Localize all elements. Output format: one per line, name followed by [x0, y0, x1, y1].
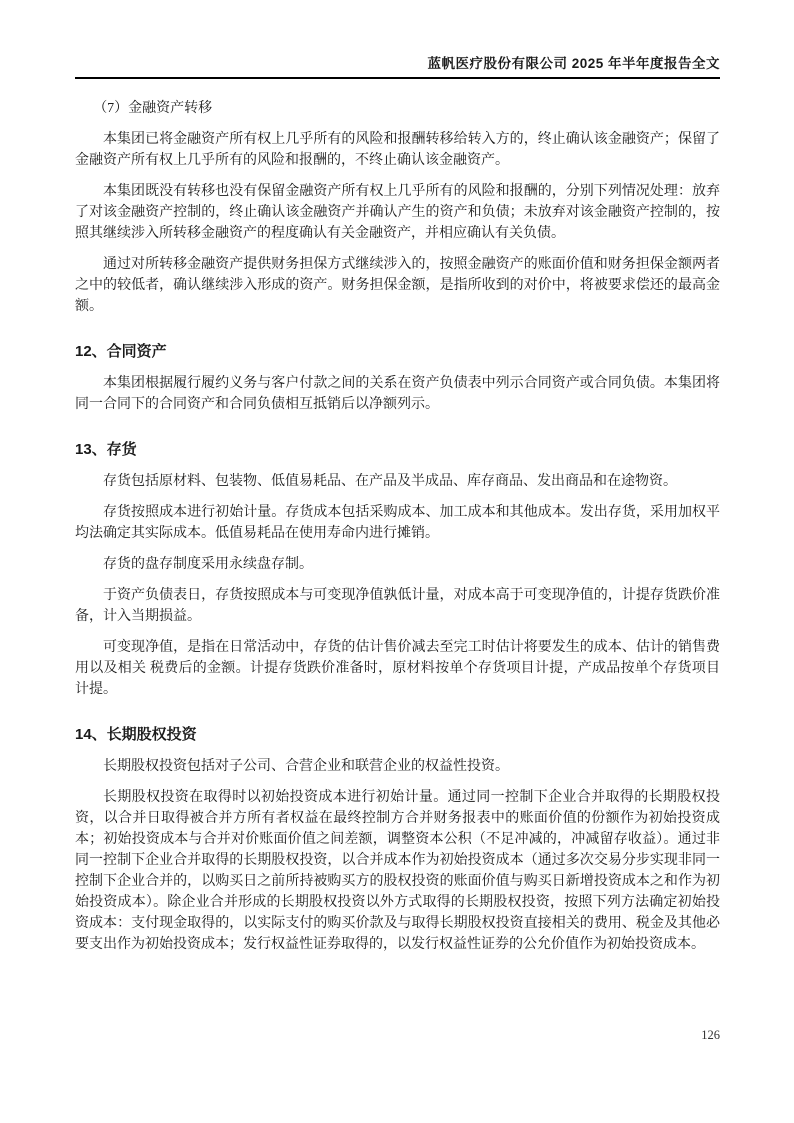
section-heading: 13、存货	[75, 441, 137, 458]
paragraph: 本集团既没有转移也没有保留金融资产所有权上几乎所有的风险和报酬的，分别下列情况处理：放弃了对该金融资产控制的，终止确认该金融资产并确认产生的资产和负债；未放弃对该金融资产控制的，按照其继续涉入所转移金融资产的程度确认有关金融资产，并相应确认有关负债。	[75, 184, 720, 241]
page-number: 126	[701, 1028, 720, 1042]
paragraph: 通过对所转移金融资产提供财务担保方式继续涉入的，按照金融资产的账面价值和财务担保金额两者之中的较低者，确认继续涉入形成的资产。财务担保金额，是指所收到的对价中，将被要求偿还的最高金额。	[75, 257, 720, 314]
paragraph: 可变现净值，是指在日常活动中，存货的估计售价减去至完工时估计将要发生的成本、估计的销售费用以及相关 税费后的金额。计提存货跌价准备时，原材料按单个存货项目计提，产成品按单个存货项目计提。	[75, 640, 720, 697]
section-heading: 14、长期股权投资	[75, 726, 197, 743]
paragraph: 存货的盘存制度采用永续盘存制。	[103, 557, 313, 572]
paragraph: 本集团已将金融资产所有权上几乎所有的风险和报酬转移给转入方的，终止确认该金融资产；保留了金融资产所有权上几乎所有的风险和报酬的，不终止确认该金融资产。	[75, 132, 720, 168]
paragraph: 存货按照成本进行初始计量。存货成本包括采购成本、加工成本和其他成本。发出存货，采用加权平均法确定其实际成本。低值易耗品在使用寿命内进行摊销。	[75, 505, 720, 541]
paragraph: 长期股权投资在取得时以初始投资成本进行初始计量。通过同一控制下企业合并取得的长期股权投资，以合并日取得被合并方所有者权益在最终控制方合并财务报表中的账面价值的份额作为初始投资成本；初始投资成本与合并对价账面价值之间差额，调整资本公积（不足冲减的，冲减留存收益）。通过非同一控制下企业合并取得的长期股权投资，以合并成本作为初始投资成本（通过多次交易分步实现非同一控制下企业合并的，以购买日之前所持被购买方的股权投资的账面价值与购买日新增投资成本之和作为初始投资成本）。除企业合并形成的长期股权投资以外方式取得的长期股权投资，按照下列方法确定初始投资成本：支付现金取得的，以实际支付的购买价款及与取得长期股权投资直接相关的费用、税金及其他必要支出作为初始投资成本；发行权益性证券取得的，以发行权益性证券的公允价值作为初始投资成本。	[75, 790, 720, 952]
section-heading: 12、合同资产	[75, 343, 167, 360]
document-content	[75, 88, 720, 955]
page-footer	[701, 1028, 720, 1043]
header-title: 蓝帆医疗股份有限公司 2025 年半年度报告全文	[427, 56, 720, 71]
paragraph: 本集团根据履行履约义务与客户付款之间的关系在资产负债表中列示合同资产或合同负债。本集团将同一合同下的合同资产和合同负债相互抵销后以净额列示。	[75, 376, 720, 412]
page-header	[75, 52, 720, 79]
paragraph: 存货包括原材料、包装物、低值易耗品、在产品及半成品、库存商品、发出商品和在途物资。	[103, 474, 677, 489]
paragraph: 长期股权投资包括对子公司、合营企业和联营企业的权益性投资。	[103, 759, 509, 774]
sub-heading: （7）金融资产转移	[93, 101, 213, 116]
paragraph: 于资产负债表日，存货按照成本与可变现净值孰低计量，对成本高于可变现净值的，计提存货跌价准备，计入当期损益。	[75, 588, 720, 624]
header-divider	[75, 77, 720, 79]
